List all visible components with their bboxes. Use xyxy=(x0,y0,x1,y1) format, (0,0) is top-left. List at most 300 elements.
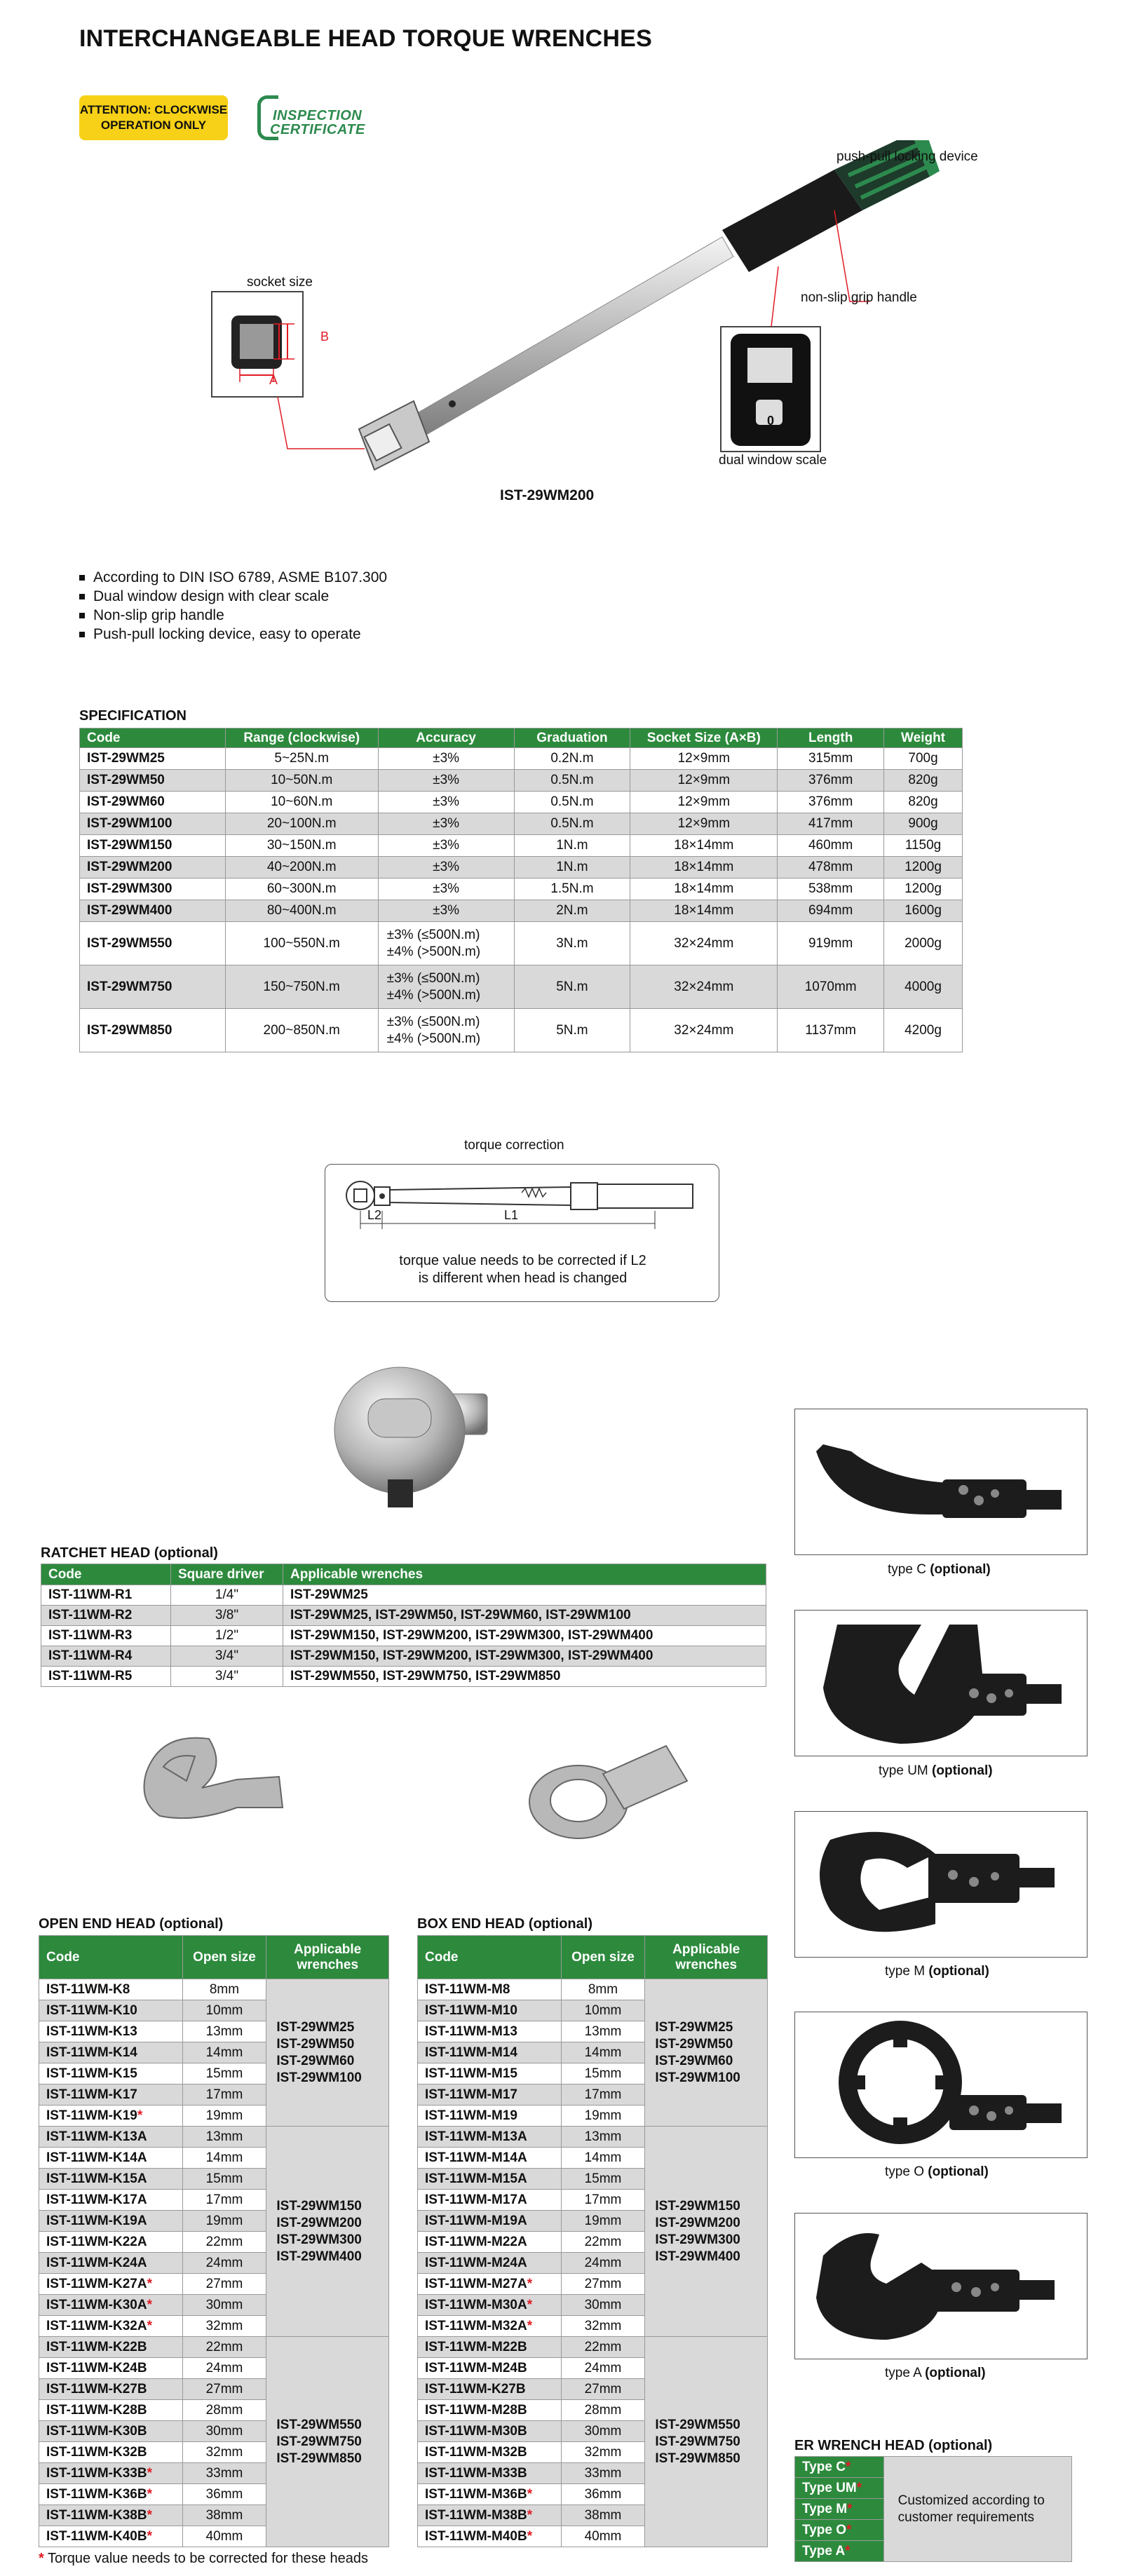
head-code xyxy=(39,1979,183,2000)
head-size: 14mm xyxy=(182,2148,266,2169)
head-code-text: IST-11WM-K22B xyxy=(46,2339,147,2354)
head-code xyxy=(418,2000,562,2021)
type-optional: (optional) xyxy=(930,1562,991,1577)
type-name: type C xyxy=(888,1562,926,1577)
accuracy-line: ±3% (≤500N.m) xyxy=(386,1014,480,1029)
applicable-wrench: IST-29WM100 xyxy=(276,2070,362,2085)
torque-correction-note xyxy=(325,1252,720,1287)
box-end-header-line: Applicable xyxy=(672,1941,740,1957)
head-code xyxy=(418,2484,562,2505)
l2-label: L2 xyxy=(367,1208,382,1222)
spec-cell: IST-29WM750 xyxy=(80,965,226,1009)
head-code-text: IST-11WM-K17 xyxy=(46,2087,137,2102)
spec-cell: 1150g xyxy=(884,835,963,857)
correction-star: * xyxy=(527,2507,533,2523)
head-code-text: IST-11WM-M22B xyxy=(425,2339,527,2354)
head-size: 17mm xyxy=(561,2084,645,2106)
head-code-text: IST-11WM-M24B xyxy=(425,2360,527,2375)
type-a-caption xyxy=(885,2366,986,2381)
head-code xyxy=(418,2021,562,2042)
spec-accuracy-cell xyxy=(378,1009,514,1052)
head-code xyxy=(418,2295,562,2316)
ratchet-applicable: IST-29WM150, IST-29WM200, IST-29WM300, IST-29WM400 xyxy=(283,1626,766,1646)
type-c-spanner-icon xyxy=(795,1409,1088,1556)
type-m-spanner-icon xyxy=(795,1812,1088,1958)
head-size: 36mm xyxy=(182,2484,266,2505)
head-code-text: IST-11WM-K24B xyxy=(46,2360,147,2375)
head-code-text: IST-11WM-K36B xyxy=(46,2486,147,2502)
applicable-wrench: IST-29WM200 xyxy=(276,2215,362,2230)
head-size: 30mm xyxy=(182,2421,266,2442)
applicable-group xyxy=(645,1979,768,2127)
head-size: 22mm xyxy=(182,2337,266,2358)
er-type-label: Type M xyxy=(802,2501,848,2516)
head-code xyxy=(418,2442,562,2463)
head-size: 13mm xyxy=(182,2127,266,2148)
head-code xyxy=(418,2190,562,2211)
spec-cell: 478mm xyxy=(778,857,884,879)
head-code xyxy=(418,2084,562,2106)
head-code xyxy=(418,2148,562,2169)
spec-cell: 1200g xyxy=(884,879,963,900)
head-code xyxy=(39,2316,183,2337)
type-m-image-box xyxy=(794,1811,1088,1958)
spec-header: Code xyxy=(80,728,226,748)
head-code-text: IST-11WM-M22A xyxy=(425,2234,527,2249)
applicable-wrench: IST-29WM200 xyxy=(655,2215,740,2230)
spec-accuracy-cell xyxy=(378,965,514,1009)
type-c-image-box xyxy=(794,1409,1088,1555)
head-code xyxy=(39,2337,183,2358)
box-end-header: Code xyxy=(418,1936,562,1979)
spec-cell: IST-29WM50 xyxy=(80,770,226,792)
spec-header: Weight xyxy=(884,728,963,748)
spec-cell: 5~25N.m xyxy=(225,748,378,770)
spec-header: Range (clockwise) xyxy=(225,728,378,748)
spec-header: Graduation xyxy=(514,728,630,748)
spec-row xyxy=(80,748,963,770)
spec-cell: 18×14mm xyxy=(630,835,778,857)
head-code-text: IST-11WM-K13A xyxy=(46,2129,147,2144)
head-code-text: IST-11WM-M38B xyxy=(425,2507,527,2523)
type-um-caption xyxy=(879,1763,993,1779)
spec-cell: 18×14mm xyxy=(630,879,778,900)
spec-cell: 18×14mm xyxy=(630,900,778,922)
spec-cell: 30~150N.m xyxy=(225,835,378,857)
spec-cell: IST-29WM25 xyxy=(80,748,226,770)
applicable-wrench: IST-29WM50 xyxy=(276,2036,355,2052)
note-line-1: torque value needs to be corrected if L2 xyxy=(399,1253,646,1268)
spec-cell: 376mm xyxy=(778,792,884,813)
head-size: 14mm xyxy=(561,2042,645,2063)
er-type: Type A* xyxy=(795,2541,884,2562)
head-code-text: IST-11WM-K10 xyxy=(46,2002,137,2018)
applicable-wrench: IST-29WM150 xyxy=(655,2198,740,2214)
spec-row xyxy=(80,922,963,965)
spec-cell: 12×9mm xyxy=(630,792,778,813)
head-code-text: IST-11WM-K15A xyxy=(46,2171,147,2186)
head-code-text: IST-11WM-K33B xyxy=(46,2465,147,2481)
head-code xyxy=(39,2127,183,2148)
spec-cell: 20~100N.m xyxy=(225,813,378,835)
head-code xyxy=(39,2106,183,2127)
type-o-image-box xyxy=(794,2012,1088,2158)
spec-cell: 2000g xyxy=(884,922,963,965)
spec-cell: 18×14mm xyxy=(630,857,778,879)
head-size: 38mm xyxy=(182,2505,266,2526)
spec-cell: 700g xyxy=(884,748,963,770)
head-code-text: IST-11WM-K14 xyxy=(46,2045,137,2060)
head-size: 30mm xyxy=(182,2295,266,2316)
correction-star: * xyxy=(147,2507,152,2523)
correction-star: * xyxy=(147,2528,152,2544)
head-size: 15mm xyxy=(182,2169,266,2190)
applicable-wrench: IST-29WM850 xyxy=(276,2450,362,2466)
head-code-text: IST-11WM-M17 xyxy=(425,2087,517,2102)
dimension-b-label: B xyxy=(320,330,330,344)
spec-cell: 4000g xyxy=(884,965,963,1009)
head-size: 17mm xyxy=(182,2190,266,2211)
ratchet-header: Square driver xyxy=(171,1564,283,1585)
spec-cell: 1070mm xyxy=(778,965,884,1009)
type-o-spanner-icon xyxy=(795,2012,1088,2159)
head-code xyxy=(39,2400,183,2421)
head-code xyxy=(39,2190,183,2211)
head-code-text: IST-11WM-K40B xyxy=(46,2528,147,2544)
head-size: 8mm xyxy=(561,1979,645,2000)
head-size: 32mm xyxy=(561,2316,645,2337)
accuracy-line: ±4% (>500N.m) xyxy=(386,944,481,959)
applicable-wrench: IST-29WM750 xyxy=(276,2434,362,2449)
wrench-illustration xyxy=(203,140,975,477)
spec-row xyxy=(80,813,963,835)
spec-cell: 315mm xyxy=(778,748,884,770)
type-um-image-box xyxy=(794,1610,1088,1756)
head-code xyxy=(418,2063,562,2084)
head-code-text: IST-11WM-M17A xyxy=(425,2192,527,2207)
spec-cell: 2N.m xyxy=(514,900,630,922)
ratchet-applicable: IST-29WM25 xyxy=(283,1585,766,1606)
head-code-text: IST-11WM-K15 xyxy=(46,2066,137,2081)
spec-cell: 10~60N.m xyxy=(225,792,378,813)
spec-cell: 80~400N.m xyxy=(225,900,378,922)
head-size: 19mm xyxy=(561,2211,645,2232)
head-code xyxy=(418,2505,562,2526)
spec-cell: 4200g xyxy=(884,1009,963,1052)
spec-cell: IST-29WM550 xyxy=(80,922,226,965)
open-end-header: Open size xyxy=(182,1936,266,1979)
spec-row xyxy=(80,879,963,900)
spec-cell: IST-29WM200 xyxy=(80,857,226,879)
applicable-wrench: IST-29WM850 xyxy=(655,2450,740,2466)
spec-cell: IST-29WM300 xyxy=(80,879,226,900)
ratchet-driver: 3/4" xyxy=(171,1646,283,1667)
head-code xyxy=(418,2316,562,2337)
spec-cell: 150~750N.m xyxy=(225,965,378,1009)
box-end-header-line: wrenches xyxy=(675,1957,738,1972)
type-m-caption xyxy=(885,1964,989,1979)
head-code xyxy=(418,2042,562,2063)
head-code-text: IST-11WM-M15A xyxy=(425,2171,527,2186)
spec-cell: 0.5N.m xyxy=(514,813,630,835)
dimension-a-label: A xyxy=(269,373,278,387)
torque-correction-title: torque correction xyxy=(464,1138,564,1153)
open-end-header: Code xyxy=(39,1936,183,1979)
attention-badge xyxy=(79,95,228,140)
er-type-label: Type C xyxy=(802,2459,846,2474)
spec-row xyxy=(80,1009,963,1052)
feature-item: Push-pull locking device, easy to operate xyxy=(79,625,387,644)
head-code-text: IST-11WM-K30B xyxy=(46,2423,147,2439)
spec-row xyxy=(80,965,963,1009)
ratchet-code: IST-11WM-R3 xyxy=(41,1626,171,1646)
head-code xyxy=(418,2400,562,2421)
spec-cell: IST-29WM100 xyxy=(80,813,226,835)
head-size: 28mm xyxy=(182,2400,266,2421)
head-code-text: IST-11WM-M32A xyxy=(425,2318,527,2333)
head-code-text: IST-11WM-K19A xyxy=(46,2213,147,2228)
ratchet-row xyxy=(41,1585,766,1606)
spec-cell: 460mm xyxy=(778,835,884,857)
head-row xyxy=(39,2127,389,2148)
head-code xyxy=(418,2211,562,2232)
correction-star: * xyxy=(527,2297,533,2312)
applicable-wrench: IST-29WM25 xyxy=(276,2019,355,2035)
certificate-line-1: INSPECTION xyxy=(273,108,363,123)
spec-cell: 1200g xyxy=(884,857,963,879)
ratchet-applicable: IST-29WM25, IST-29WM50, IST-29WM60, IST-29WM100 xyxy=(283,1606,766,1626)
type-name: type UM xyxy=(879,1763,928,1778)
head-size: 40mm xyxy=(561,2526,645,2547)
spec-cell: 100~550N.m xyxy=(225,922,378,965)
applicable-wrench: IST-29WM150 xyxy=(276,2198,362,2214)
head-code-text: IST-11WM-M13A xyxy=(425,2129,527,2144)
applicable-wrench: IST-29WM550 xyxy=(655,2417,740,2432)
er-note: Customized according to customer requirements xyxy=(883,2457,1071,2562)
open-end-table xyxy=(39,1935,389,2547)
spec-cell: IST-29WM850 xyxy=(80,1009,226,1052)
er-type-label: Type A xyxy=(802,2543,846,2558)
spec-cell: 820g xyxy=(884,770,963,792)
push-pull-label: push-pull locking device xyxy=(836,149,978,164)
feature-item: Dual window design with clear scale xyxy=(79,587,387,606)
ratchet-applicable: IST-29WM550, IST-29WM750, IST-29WM850 xyxy=(283,1667,766,1687)
head-code xyxy=(39,2442,183,2463)
box-end-table xyxy=(417,1935,768,2547)
head-size: 15mm xyxy=(561,2063,645,2084)
head-code-text: IST-11WM-M14 xyxy=(425,2045,517,2060)
head-code xyxy=(39,2084,183,2106)
spec-accuracy-cell xyxy=(378,922,514,965)
head-size: 13mm xyxy=(561,2021,645,2042)
applicable-group xyxy=(266,2337,389,2547)
ratchet-row xyxy=(41,1606,766,1626)
head-size: 36mm xyxy=(561,2484,645,2505)
type-name: type A xyxy=(885,2366,921,2380)
er-type: Type C* xyxy=(795,2457,884,2478)
er-type: Type M* xyxy=(795,2499,884,2520)
spec-cell: ±3% xyxy=(378,857,514,879)
head-code xyxy=(39,2000,183,2021)
dual-window-label: dual window scale xyxy=(719,453,827,468)
head-code xyxy=(418,2463,562,2484)
head-size: 22mm xyxy=(561,2232,645,2253)
spec-cell: 417mm xyxy=(778,813,884,835)
head-size: 24mm xyxy=(182,2253,266,2274)
head-code xyxy=(39,2232,183,2253)
ratchet-code: IST-11WM-R2 xyxy=(41,1606,171,1626)
applicable-wrench: IST-29WM300 xyxy=(276,2232,362,2247)
note-line-2: is different when head is changed xyxy=(418,1270,628,1286)
head-code-text: IST-11WM-M14A xyxy=(425,2150,527,2165)
head-code xyxy=(39,2148,183,2169)
head-size: 28mm xyxy=(561,2400,645,2421)
head-code xyxy=(418,2274,562,2295)
head-row xyxy=(418,1979,768,2000)
correction-star: * xyxy=(137,2108,143,2123)
head-code xyxy=(39,2211,183,2232)
scale-digit: 0 xyxy=(767,414,775,428)
head-size: 32mm xyxy=(561,2442,645,2463)
spec-row xyxy=(80,835,963,857)
head-size: 32mm xyxy=(182,2316,266,2337)
head-size: 13mm xyxy=(182,2021,266,2042)
head-code xyxy=(418,2169,562,2190)
correction-star: * xyxy=(527,2486,533,2502)
spec-cell: 12×9mm xyxy=(630,813,778,835)
head-code xyxy=(39,2484,183,2505)
type-optional: (optional) xyxy=(925,2366,986,2380)
head-code xyxy=(39,2421,183,2442)
head-code xyxy=(39,2021,183,2042)
accuracy-line: ±4% (>500N.m) xyxy=(386,987,481,1003)
box-end-header-applicable xyxy=(645,1936,768,1979)
attention-line-1: ATTENTION: CLOCKWISE xyxy=(79,103,228,116)
head-size: 14mm xyxy=(182,2042,266,2063)
spec-cell: 5N.m xyxy=(514,965,630,1009)
spec-cell: ±3% xyxy=(378,770,514,792)
applicable-wrench: IST-29WM25 xyxy=(655,2019,733,2035)
spec-cell: ±3% xyxy=(378,879,514,900)
head-size: 22mm xyxy=(182,2232,266,2253)
er-head-table xyxy=(794,2456,1072,2562)
head-size: 33mm xyxy=(561,2463,645,2484)
correction-star: * xyxy=(527,2318,533,2333)
head-code-text: IST-11WM-M32B xyxy=(425,2444,527,2460)
head-code-text: IST-11WM-K14A xyxy=(46,2150,147,2165)
grip-handle-label: non-slip grip handle xyxy=(801,290,917,305)
spec-cell: 0.2N.m xyxy=(514,748,630,770)
spec-cell: 1600g xyxy=(884,900,963,922)
spec-table xyxy=(79,728,963,1052)
head-code xyxy=(418,2337,562,2358)
head-size: 40mm xyxy=(182,2526,266,2547)
head-code xyxy=(39,2526,183,2547)
spec-cell: ±3% xyxy=(378,813,514,835)
spec-cell: 200~850N.m xyxy=(225,1009,378,1052)
correction-star: * xyxy=(527,2528,533,2544)
head-code xyxy=(39,2379,183,2400)
head-code-text: IST-11WM-M10 xyxy=(425,2002,517,2018)
head-code xyxy=(418,2421,562,2442)
footnote-star: * xyxy=(39,2551,44,2566)
ratchet-head-image xyxy=(309,1360,512,1525)
ratchet-row xyxy=(41,1626,766,1646)
ratchet-code: IST-11WM-R5 xyxy=(41,1667,171,1687)
er-type: Type UM* xyxy=(795,2478,884,2499)
ratchet-code: IST-11WM-R4 xyxy=(41,1646,171,1667)
head-size: 17mm xyxy=(561,2190,645,2211)
correction-star: * xyxy=(147,2318,152,2333)
head-code-text: IST-11WM-M24A xyxy=(425,2255,527,2270)
er-type-label: Type O xyxy=(802,2522,846,2537)
head-code xyxy=(418,2127,562,2148)
spec-cell: 0.5N.m xyxy=(514,792,630,813)
head-code-text: IST-11WM-K22A xyxy=(46,2234,147,2249)
head-code-text: IST-11WM-K17A xyxy=(46,2192,147,2207)
spec-cell: 1N.m xyxy=(514,835,630,857)
attention-line-2: OPERATION ONLY xyxy=(100,118,207,132)
spec-cell: 12×9mm xyxy=(630,748,778,770)
spec-header: Socket Size (A×B) xyxy=(630,728,778,748)
open-end-header-applicable xyxy=(266,1936,389,1979)
spec-cell: 694mm xyxy=(778,900,884,922)
type-um-spanner-icon xyxy=(795,1611,1088,1757)
er-head-title: ER WRENCH HEAD (optional) xyxy=(794,2438,993,2453)
head-size: 24mm xyxy=(561,2253,645,2274)
spec-row xyxy=(80,900,963,922)
box-end-head-image xyxy=(519,1725,701,1851)
head-size: 10mm xyxy=(561,2000,645,2021)
spec-cell: 10~50N.m xyxy=(225,770,378,792)
head-code-text: IST-11WM-M33B xyxy=(425,2465,527,2481)
head-row xyxy=(418,2337,768,2358)
head-code-text: IST-11WM-K27A xyxy=(46,2276,147,2291)
type-optional: (optional) xyxy=(932,1763,993,1778)
head-code xyxy=(418,2358,562,2379)
l1-label: L1 xyxy=(504,1208,519,1222)
type-name: type M xyxy=(885,1964,926,1979)
head-code xyxy=(39,2274,183,2295)
spec-cell: 40~200N.m xyxy=(225,857,378,879)
accuracy-line: ±4% (>500N.m) xyxy=(386,1031,481,1046)
head-size: 30mm xyxy=(561,2421,645,2442)
feature-item: According to DIN ISO 6789, ASME B107.300 xyxy=(79,568,387,587)
open-end-head-image xyxy=(132,1725,300,1844)
spec-cell: 820g xyxy=(884,792,963,813)
head-code-text: IST-11WM-M36B xyxy=(425,2486,527,2502)
head-code-text: IST-11WM-M27A xyxy=(425,2276,527,2291)
head-code xyxy=(418,1979,562,2000)
ratchet-row xyxy=(41,1667,766,1687)
spec-header: Length xyxy=(778,728,884,748)
model-caption: IST-29WM200 xyxy=(500,487,595,503)
head-size: 14mm xyxy=(561,2148,645,2169)
head-code-text: IST-11WM-K30A xyxy=(46,2297,147,2312)
head-code-text: IST-11WM-K32A xyxy=(46,2318,147,2333)
head-code-text: IST-11WM-K19 xyxy=(46,2108,137,2123)
spec-cell: 32×24mm xyxy=(630,1009,778,1052)
head-code xyxy=(39,2463,183,2484)
applicable-wrench: IST-29WM300 xyxy=(655,2232,740,2247)
spec-cell: 919mm xyxy=(778,922,884,965)
head-code-text: IST-11WM-M30B xyxy=(425,2423,527,2439)
footnote xyxy=(39,2551,368,2567)
applicable-group xyxy=(645,2337,768,2547)
type-a-spanner-icon xyxy=(795,2214,1088,2360)
spec-row xyxy=(80,770,963,792)
head-size: 27mm xyxy=(561,2379,645,2400)
